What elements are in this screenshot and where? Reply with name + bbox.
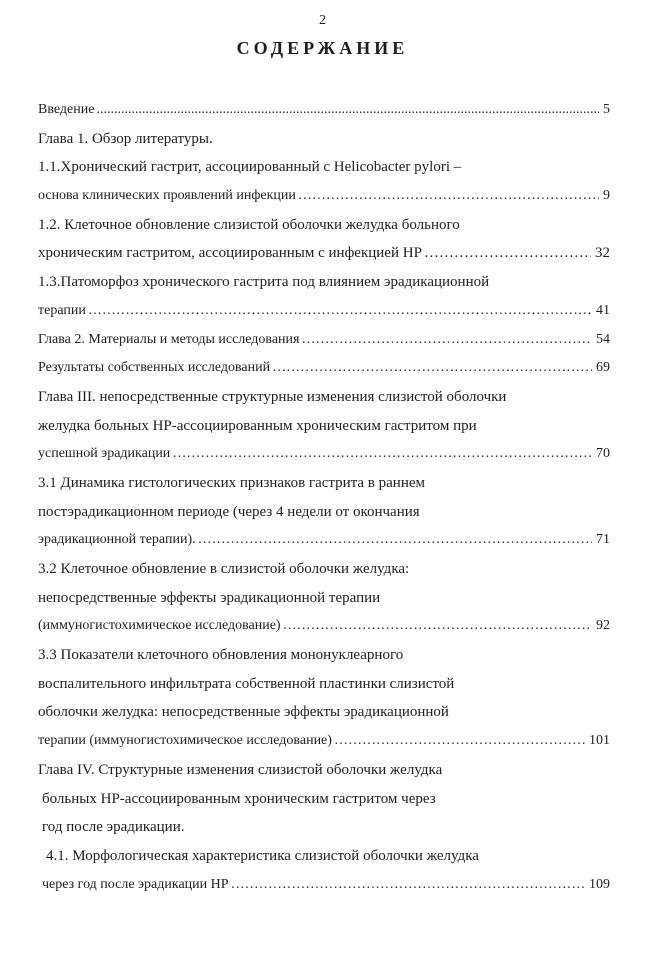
toc-entry-chapter-4-line-3[interactable]	[42, 815, 610, 844]
toc-page-number: 109	[589, 876, 610, 892]
toc-entry-3-3-line-3[interactable]	[38, 700, 610, 729]
dot-leader	[272, 356, 592, 380]
toc-page-number: 41	[596, 302, 610, 318]
dot-leader	[301, 328, 592, 352]
toc-entry-4-1-line-1[interactable]	[46, 844, 610, 873]
dot-leader	[283, 614, 592, 638]
toc-entry-3-3-line-2[interactable]	[38, 672, 610, 701]
toc-entry-text: терапии	[38, 302, 86, 318]
toc-entry-3-1-line-1[interactable]	[38, 471, 610, 500]
toc-entry-3-3-line-4[interactable]	[38, 729, 610, 758]
toc-entry-introduction[interactable]	[38, 98, 610, 127]
toc-page-number: 70	[596, 446, 610, 462]
toc-page-number: 71	[596, 532, 610, 548]
dot-leader	[424, 241, 591, 265]
toc-entry-text: 1.1.Хронический гастрит, ассоциированный с Helicobacter pylori –	[38, 159, 462, 176]
toc-entry-3-1-line-2[interactable]	[38, 500, 610, 529]
toc-entry-chapter-4-line-1[interactable]	[38, 758, 610, 787]
toc-page-number: 92	[596, 618, 610, 634]
toc-entry-text: год после эрадикации.	[42, 819, 185, 836]
toc-page-number: 5	[603, 102, 610, 117]
toc-entry-1-2-line-2[interactable]	[38, 241, 610, 270]
toc-entry-text: 3.3 Показатели клеточного обновления мононуклеарного	[38, 647, 404, 664]
toc-entry-text: Глава 2. Материалы и методы исследования	[38, 331, 300, 347]
toc-page-number: 54	[596, 331, 610, 347]
toc-entry-1-2-line-1[interactable]	[38, 213, 610, 242]
toc-entry-4-1-line-2[interactable]	[42, 873, 610, 902]
toc-entry-text: через год после эрадикации НР	[42, 876, 229, 892]
toc-entry-text: 4.1. Морфологическая характеристика слизистой оболочки желудка	[46, 847, 479, 864]
toc-entry-text: Глава III. непосредственные структурные изменения слизистой оболочки	[38, 388, 507, 405]
toc-entry-text: Глава 1. Обзор литературы.	[38, 130, 213, 147]
toc-entry-1-1-line-1[interactable]	[38, 155, 610, 184]
toc-page-number: 101	[589, 733, 610, 749]
toc-entry-text: оболочки желудка: непосредственные эффекты эрадикационной	[38, 704, 449, 721]
dot-leader	[88, 299, 592, 323]
table-of-contents	[38, 98, 610, 901]
toc-entry-text: 3.1 Динамика гистологических признаков гастрита в раннем	[38, 474, 425, 491]
toc-entry-text: 3.2 Клеточное обновление в слизистой оболочки желудка:	[38, 561, 410, 577]
dot-leader	[172, 442, 592, 466]
toc-entry-chapter-3-line-1[interactable]	[38, 385, 610, 414]
toc-entry-text: успешной эрадикации	[38, 446, 171, 462]
page-number: 2	[319, 13, 326, 28]
toc-page-number: 9	[603, 188, 610, 204]
toc-entry-chapter-3-line-3[interactable]	[38, 442, 610, 471]
toc-entry-chapter-3-line-2[interactable]	[38, 414, 610, 443]
toc-entry-text: Глава IV. Структурные изменения слизистой оболочки желудка	[38, 761, 443, 778]
toc-entry-text: хроническим гастритом, ассоциированным с инфекцией НР	[38, 245, 422, 262]
toc-entry-results[interactable]	[38, 356, 610, 385]
toc-entry-text: эрадикационной терапии).	[38, 532, 196, 548]
toc-entry-text: (иммуногистохимическое исследование)	[38, 618, 281, 634]
toc-entry-text: Результаты собственных исследований	[38, 360, 271, 376]
toc-entry-3-2-line-1[interactable]	[38, 557, 610, 586]
toc-entry-text: основа клинических проявлений инфекции	[38, 188, 296, 204]
toc-page-number: 32	[595, 245, 610, 262]
toc-entry-chapter-2[interactable]	[38, 328, 610, 357]
toc-entry-1-3-line-1[interactable]	[38, 270, 610, 299]
toc-page-number: 69	[596, 360, 610, 376]
dot-leader	[334, 729, 585, 753]
toc-entry-text: непосредственные эффекты эрадикационной терапии	[38, 589, 381, 606]
toc-entry-3-3-line-1[interactable]	[38, 643, 610, 672]
toc-entry-3-1-line-3[interactable]	[38, 528, 610, 557]
toc-entry-text: Введение	[38, 102, 95, 117]
dot-leader	[298, 184, 599, 208]
toc-entry-1-1-line-2[interactable]	[38, 184, 610, 213]
toc-entry-1-3-line-2[interactable]	[38, 299, 610, 328]
toc-entry-text: воспалительного инфильтрата собственной пластинки слизистой	[38, 675, 455, 692]
toc-entry-text: 1.2. Клеточное обновление слизистой оболочки желудка больного	[38, 216, 460, 233]
toc-entry-text: 1.3.Патоморфоз хронического гастрита под влиянием эрадикационной	[38, 274, 490, 291]
dot-leader	[231, 873, 585, 897]
dot-leader	[96, 98, 599, 122]
toc-entry-text: желудка больных НР-ассоциированным хроническим гастритом при	[38, 417, 477, 434]
toc-entry-text: больных НР-ассоциированным хроническим гастритом через	[42, 790, 436, 807]
toc-entry-chapter-4-line-2[interactable]	[42, 787, 610, 816]
toc-entry-text: постэрадикационном периоде (через 4 недели от окончания	[38, 503, 420, 520]
toc-entry-3-2-line-2[interactable]	[38, 586, 610, 615]
toc-title: СОДЕРЖАНИЕ	[236, 38, 409, 58]
dot-leader	[198, 528, 592, 552]
toc-entry-chapter-1[interactable]	[38, 127, 610, 156]
toc-entry-text: терапии (иммуногистохимическое исследование)	[38, 733, 332, 749]
toc-entry-3-2-line-3[interactable]	[38, 614, 610, 643]
